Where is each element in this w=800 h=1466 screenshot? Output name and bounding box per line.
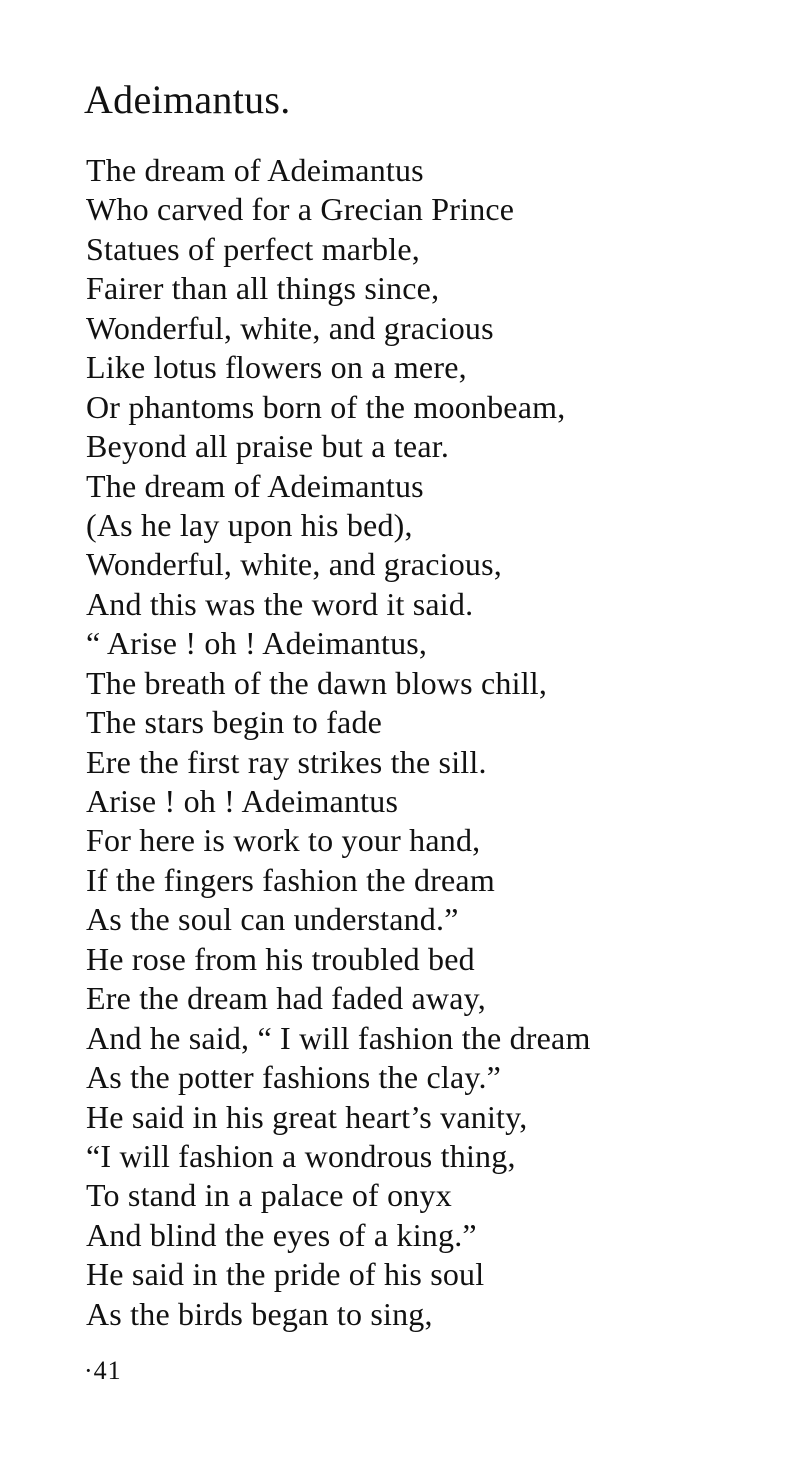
- poem-line: To stand in a palace of onyx: [86, 1177, 452, 1214]
- poem-line: Wonderful, white, and gracious,: [86, 546, 502, 583]
- poem-line: As the potter fashions the clay.”: [86, 1059, 502, 1096]
- poem-title: Adeimantus.: [84, 77, 291, 122]
- poem-line: Statues of perfect marble,: [86, 230, 420, 267]
- poem-line: The stars begin to fade: [86, 704, 383, 741]
- poem-line: Or phantoms born of the moonbeam,: [86, 388, 566, 425]
- poem-line: Ere the dream had faded away,: [86, 980, 486, 1017]
- poem-line: The breath of the dawn blows chill,: [86, 664, 548, 701]
- poem-line: Arise ! oh ! Adeimantus: [86, 783, 399, 819]
- poem-line: Beyond all praise but a tear.: [86, 428, 450, 465]
- poem-line: Who carved for a Grecian Prince: [86, 191, 515, 228]
- poem-line: He rose from his troubled bed: [86, 940, 475, 977]
- poem-stanza: [86, 151, 786, 1334]
- poem-line: As the soul can understand.”: [86, 901, 459, 938]
- poem-line: For here is work to your hand,: [86, 822, 481, 859]
- poem-line: The dream of Adeimantus: [86, 152, 424, 188]
- poem-line: And this was the word it said.: [86, 585, 474, 622]
- poem-line: “I will fashion a wondrous thing,: [86, 1137, 516, 1174]
- poem-line: As the birds began to sing,: [86, 1295, 433, 1332]
- poem-line: “ Arise ! oh ! Adeimantus,: [86, 625, 428, 662]
- poem-line: (As he lay upon his bed),: [86, 506, 413, 543]
- page-number: ·41: [84, 1356, 122, 1385]
- poem-line: The dream of Adeimantus: [86, 467, 424, 504]
- poem-line: Wonderful, white, and gracious: [86, 309, 494, 346]
- poem-line: Like lotus flowers on a mere,: [86, 349, 467, 386]
- poem-line: Fairer than all things since,: [86, 270, 440, 307]
- poem-line: He said in his great heart’s vanity,: [86, 1098, 528, 1135]
- poem-line: He said in the pride of his soul: [86, 1256, 485, 1293]
- poem-line: If the fingers fashion the dream: [86, 861, 495, 898]
- poem-line: And he said, “ I will fashion the dream: [86, 1019, 591, 1056]
- poem-line: Ere the first ray strikes the sill.: [86, 743, 487, 780]
- poem-line: And blind the eyes of a king.”: [86, 1216, 477, 1253]
